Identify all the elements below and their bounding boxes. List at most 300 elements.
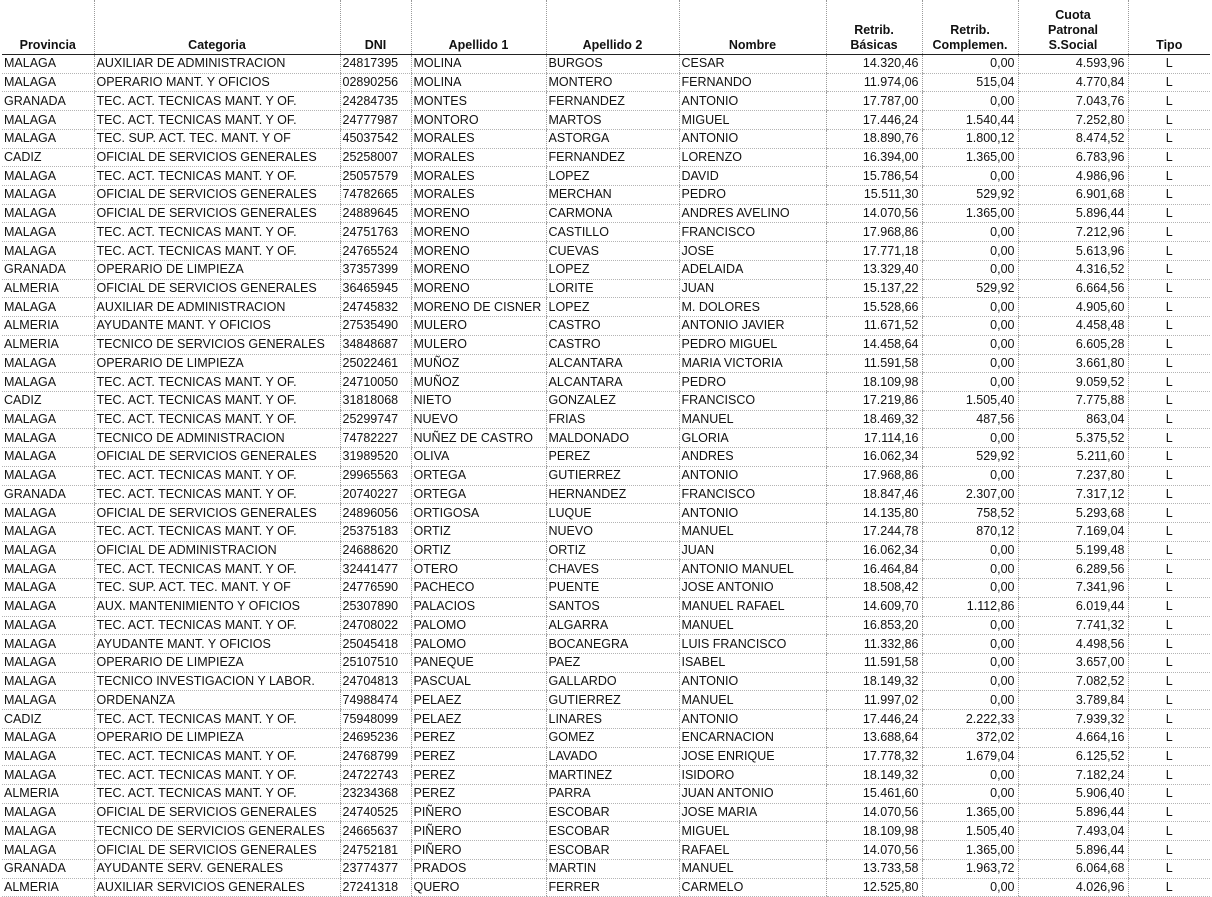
table-row [2, 92, 1210, 111]
cell-dni: 25057579 [340, 167, 411, 186]
cell-categoria: TEC. ACT. TECNICAS MANT. Y OF. [94, 616, 340, 635]
cell-cuota: 7.775,88 [1018, 391, 1128, 410]
cell-apellido2: CASTILLO [546, 223, 679, 242]
cell-retrib-basicas: 13.733,58 [826, 859, 922, 878]
cell-provincia: MALAGA [2, 635, 94, 654]
table-row [2, 223, 1210, 242]
cell-cuota: 7.317,12 [1018, 485, 1128, 504]
cell-retrib-basicas: 18.109,98 [826, 822, 922, 841]
cell-nombre: MANUEL RAFAEL [679, 597, 826, 616]
cell-provincia: MALAGA [2, 841, 94, 860]
cell-categoria: OPERARIO DE LIMPIEZA [94, 654, 340, 673]
cell-dni: 24740525 [340, 803, 411, 822]
cell-categoria: AUXILIAR SERVICIOS GENERALES [94, 878, 340, 897]
cell-tipo: L [1128, 354, 1210, 373]
cell-categoria: OFICIAL DE SERVICIOS GENERALES [94, 279, 340, 298]
cell-apellido2: HERNANDEZ [546, 485, 679, 504]
cell-tipo: L [1128, 167, 1210, 186]
cell-dni: 27241318 [340, 878, 411, 897]
cell-retrib-complemen: 0,00 [922, 373, 1018, 392]
cell-categoria: TEC. ACT. TECNICAS MANT. Y OF. [94, 167, 340, 186]
cell-retrib-basicas: 16.062,34 [826, 448, 922, 467]
cell-apellido1: MOLINA [411, 55, 546, 74]
table-row [2, 878, 1210, 897]
table-row [2, 841, 1210, 860]
cell-retrib-basicas: 18.109,98 [826, 373, 922, 392]
cell-dni: 25307890 [340, 597, 411, 616]
cell-provincia: MALAGA [2, 654, 94, 673]
table-row [2, 186, 1210, 205]
cell-nombre: GLORIA [679, 429, 826, 448]
cell-provincia: MALAGA [2, 186, 94, 205]
cell-apellido1: MULERO [411, 317, 546, 336]
cell-apellido1: PACHECO [411, 579, 546, 598]
cell-nombre: PEDRO [679, 373, 826, 392]
cell-tipo: L [1128, 859, 1210, 878]
cell-tipo: L [1128, 260, 1210, 279]
cell-categoria: TEC. ACT. TECNICAS MANT. Y OF. [94, 466, 340, 485]
cell-cuota: 6.289,56 [1018, 560, 1128, 579]
table-row [2, 504, 1210, 523]
cell-cuota: 863,04 [1018, 410, 1128, 429]
cell-dni: 74782227 [340, 429, 411, 448]
table-row [2, 579, 1210, 598]
cell-retrib-complemen: 0,00 [922, 579, 1018, 598]
cell-retrib-complemen: 0,00 [922, 616, 1018, 635]
cell-retrib-basicas: 17.219,86 [826, 391, 922, 410]
cell-retrib-basicas: 15.528,66 [826, 298, 922, 317]
cell-provincia: MALAGA [2, 242, 94, 261]
cell-retrib-complemen: 0,00 [922, 635, 1018, 654]
header-retrib-basicas-line2: Básicas [850, 38, 898, 52]
cell-dni: 24896056 [340, 504, 411, 523]
cell-categoria: TEC. ACT. TECNICAS MANT. Y OF. [94, 785, 340, 804]
cell-apellido1: MUÑOZ [411, 373, 546, 392]
cell-apellido1: MORALES [411, 148, 546, 167]
cell-tipo: L [1128, 766, 1210, 785]
cell-apellido2: LORITE [546, 279, 679, 298]
table-row [2, 616, 1210, 635]
cell-categoria: OFICIAL DE SERVICIOS GENERALES [94, 841, 340, 860]
cell-nombre: M. DOLORES [679, 298, 826, 317]
cell-dni: 27535490 [340, 317, 411, 336]
cell-cuota: 4.986,96 [1018, 167, 1128, 186]
table-row [2, 73, 1210, 92]
cell-apellido1: PELAEZ [411, 691, 546, 710]
cell-retrib-basicas: 14.320,46 [826, 55, 922, 74]
cell-categoria: OFICIAL DE SERVICIOS GENERALES [94, 148, 340, 167]
cell-cuota: 7.341,96 [1018, 579, 1128, 598]
cell-nombre: LORENZO [679, 148, 826, 167]
cell-dni: 75948099 [340, 710, 411, 729]
cell-dni: 25022461 [340, 354, 411, 373]
table-row [2, 317, 1210, 336]
cell-cuota: 4.498,56 [1018, 635, 1128, 654]
cell-categoria: OPERARIO DE LIMPIEZA [94, 354, 340, 373]
table-row [2, 766, 1210, 785]
cell-cuota: 6.783,96 [1018, 148, 1128, 167]
cell-dni: 24708022 [340, 616, 411, 635]
cell-cuota: 6.605,28 [1018, 335, 1128, 354]
cell-retrib-basicas: 17.771,18 [826, 242, 922, 261]
cell-dni: 31818068 [340, 391, 411, 410]
cell-tipo: L [1128, 878, 1210, 897]
cell-categoria: TEC. ACT. TECNICAS MANT. Y OF. [94, 391, 340, 410]
cell-categoria: OPERARIO DE LIMPIEZA [94, 260, 340, 279]
cell-tipo: L [1128, 429, 1210, 448]
cell-retrib-complemen: 0,00 [922, 55, 1018, 74]
cell-categoria: TEC. ACT. TECNICAS MANT. Y OF. [94, 522, 340, 541]
cell-tipo: L [1128, 710, 1210, 729]
cell-cuota: 6.664,56 [1018, 279, 1128, 298]
table-body [2, 55, 1210, 897]
cell-nombre: CESAR [679, 55, 826, 74]
cell-nombre: ANTONIO JAVIER [679, 317, 826, 336]
cell-apellido1: ORTEGA [411, 485, 546, 504]
cell-retrib-basicas: 16.394,00 [826, 148, 922, 167]
cell-cuota: 4.905,60 [1018, 298, 1128, 317]
table-row [2, 242, 1210, 261]
cell-categoria: TEC. ACT. TECNICAS MANT. Y OF. [94, 485, 340, 504]
cell-provincia: MALAGA [2, 429, 94, 448]
cell-retrib-basicas: 11.974,06 [826, 73, 922, 92]
cell-retrib-basicas: 14.458,64 [826, 335, 922, 354]
cell-apellido2: CUEVAS [546, 242, 679, 261]
header-cuota-line3: S.Social [1048, 38, 1098, 52]
cell-apellido2: BOCANEGRA [546, 635, 679, 654]
cell-dni: 24752181 [340, 841, 411, 860]
cell-nombre: CARMELO [679, 878, 826, 897]
cell-apellido2: PUENTE [546, 579, 679, 598]
cell-cuota: 4.026,96 [1018, 878, 1128, 897]
cell-provincia: MALAGA [2, 298, 94, 317]
cell-retrib-basicas: 13.688,64 [826, 728, 922, 747]
cell-retrib-complemen: 1.365,00 [922, 204, 1018, 223]
cell-tipo: L [1128, 242, 1210, 261]
cell-dni: 24665637 [340, 822, 411, 841]
cell-tipo: L [1128, 785, 1210, 804]
cell-nombre: MANUEL [679, 522, 826, 541]
cell-nombre: MANUEL [679, 691, 826, 710]
cell-categoria: AYUDANTE MANT. Y OFICIOS [94, 635, 340, 654]
cell-cuota: 7.237,80 [1018, 466, 1128, 485]
cell-apellido1: MORENO [411, 279, 546, 298]
cell-apellido1: QUERO [411, 878, 546, 897]
cell-apellido2: ASTORGA [546, 129, 679, 148]
cell-cuota: 5.199,48 [1018, 541, 1128, 560]
cell-apellido1: PALOMO [411, 616, 546, 635]
cell-dni: 24722743 [340, 766, 411, 785]
cell-categoria: OPERARIO MANT. Y OFICIOS [94, 73, 340, 92]
cell-cuota: 7.169,04 [1018, 522, 1128, 541]
cell-retrib-basicas: 14.070,56 [826, 803, 922, 822]
cell-nombre: ADELAIDA [679, 260, 826, 279]
cell-retrib-complemen: 372,02 [922, 728, 1018, 747]
cell-nombre: ANTONIO [679, 466, 826, 485]
cell-nombre: JOSE ANTONIO [679, 579, 826, 598]
cell-apellido1: MONTORO [411, 111, 546, 130]
cell-provincia: ALMERIA [2, 335, 94, 354]
table-row [2, 859, 1210, 878]
table-row [2, 335, 1210, 354]
cell-dni: 24695236 [340, 728, 411, 747]
cell-retrib-complemen: 1.540,44 [922, 111, 1018, 130]
cell-apellido1: PIÑERO [411, 822, 546, 841]
cell-apellido2: ORTIZ [546, 541, 679, 560]
cell-apellido1: MORENO DE CISNER [411, 298, 546, 317]
table-row [2, 654, 1210, 673]
cell-retrib-complemen: 0,00 [922, 223, 1018, 242]
cell-retrib-complemen: 0,00 [922, 541, 1018, 560]
cell-dni: 24284735 [340, 92, 411, 111]
cell-cuota: 4.664,16 [1018, 728, 1128, 747]
cell-dni: 24776590 [340, 579, 411, 598]
cell-nombre: JUAN [679, 279, 826, 298]
cell-apellido1: NUÑEZ DE CASTRO [411, 429, 546, 448]
cell-retrib-complemen: 0,00 [922, 242, 1018, 261]
cell-retrib-basicas: 18.469,32 [826, 410, 922, 429]
table-row [2, 410, 1210, 429]
cell-provincia: MALAGA [2, 55, 94, 74]
header-cuota [1018, 0, 1128, 55]
cell-nombre: ANTONIO [679, 672, 826, 691]
cell-apellido2: CARMONA [546, 204, 679, 223]
cell-retrib-basicas: 16.853,20 [826, 616, 922, 635]
cell-provincia: MALAGA [2, 448, 94, 467]
cell-nombre: MIGUEL [679, 822, 826, 841]
cell-retrib-basicas: 11.591,58 [826, 354, 922, 373]
cell-retrib-complemen: 0,00 [922, 654, 1018, 673]
cell-nombre: ANDRES [679, 448, 826, 467]
cell-apellido2: SANTOS [546, 597, 679, 616]
cell-retrib-complemen: 0,00 [922, 785, 1018, 804]
cell-categoria: AUX. MANTENIMIENTO Y OFICIOS [94, 597, 340, 616]
cell-categoria: AYUDANTE SERV. GENERALES [94, 859, 340, 878]
cell-provincia: MALAGA [2, 560, 94, 579]
table-row [2, 373, 1210, 392]
cell-provincia: MALAGA [2, 616, 94, 635]
cell-apellido2: PAEZ [546, 654, 679, 673]
cell-cuota: 7.212,96 [1018, 223, 1128, 242]
cell-tipo: L [1128, 654, 1210, 673]
cell-retrib-complemen: 1.679,04 [922, 747, 1018, 766]
cell-provincia: MALAGA [2, 766, 94, 785]
header-cuota-line1: Cuota [1055, 8, 1091, 22]
cell-provincia: CADIZ [2, 391, 94, 410]
cell-apellido1: ORTEGA [411, 466, 546, 485]
cell-retrib-basicas: 18.149,32 [826, 672, 922, 691]
cell-apellido2: PEREZ [546, 448, 679, 467]
cell-nombre: ANTONIO [679, 92, 826, 111]
cell-apellido1: PALACIOS [411, 597, 546, 616]
table-row [2, 429, 1210, 448]
cell-categoria: TECNICO DE SERVICIOS GENERALES [94, 335, 340, 354]
cell-provincia: MALAGA [2, 466, 94, 485]
cell-categoria: TEC. ACT. TECNICAS MANT. Y OF. [94, 560, 340, 579]
cell-retrib-complemen: 0,00 [922, 317, 1018, 336]
cell-apellido2: MALDONADO [546, 429, 679, 448]
cell-apellido1: MORENO [411, 260, 546, 279]
cell-nombre: DAVID [679, 167, 826, 186]
cell-nombre: JOSE [679, 242, 826, 261]
cell-nombre: JOSE ENRIQUE [679, 747, 826, 766]
cell-retrib-complemen: 1.112,86 [922, 597, 1018, 616]
cell-provincia: MALAGA [2, 111, 94, 130]
cell-nombre: ANTONIO [679, 129, 826, 148]
cell-categoria: OFICIAL DE ADMINISTRACION [94, 541, 340, 560]
cell-apellido2: LINARES [546, 710, 679, 729]
cell-apellido1: PANEQUE [411, 654, 546, 673]
table-row [2, 298, 1210, 317]
cell-retrib-basicas: 15.137,22 [826, 279, 922, 298]
cell-retrib-basicas: 11.997,02 [826, 691, 922, 710]
cell-tipo: L [1128, 691, 1210, 710]
cell-retrib-basicas: 17.968,86 [826, 466, 922, 485]
cell-apellido1: PIÑERO [411, 841, 546, 860]
cell-apellido2: FERNANDEZ [546, 92, 679, 111]
cell-dni: 02890256 [340, 73, 411, 92]
cell-apellido2: FERRER [546, 878, 679, 897]
cell-dni: 24751763 [340, 223, 411, 242]
cell-dni: 24765524 [340, 242, 411, 261]
cell-tipo: L [1128, 541, 1210, 560]
cell-nombre: ISIDORO [679, 766, 826, 785]
cell-cuota: 7.252,80 [1018, 111, 1128, 130]
cell-provincia: GRANADA [2, 859, 94, 878]
cell-dni: 24817395 [340, 55, 411, 74]
cell-retrib-complemen: 1.365,00 [922, 803, 1018, 822]
cell-retrib-complemen: 0,00 [922, 560, 1018, 579]
cell-categoria: TEC. ACT. TECNICAS MANT. Y OF. [94, 223, 340, 242]
cell-provincia: MALAGA [2, 129, 94, 148]
cell-categoria: TEC. ACT. TECNICAS MANT. Y OF. [94, 747, 340, 766]
cell-cuota: 9.059,52 [1018, 373, 1128, 392]
cell-dni: 24710050 [340, 373, 411, 392]
cell-apellido1: ORTIGOSA [411, 504, 546, 523]
cell-apellido2: GALLARDO [546, 672, 679, 691]
cell-nombre: JOSE MARIA [679, 803, 826, 822]
header-provincia: Provincia [2, 0, 94, 55]
cell-retrib-basicas: 14.070,56 [826, 841, 922, 860]
cell-provincia: MALAGA [2, 541, 94, 560]
cell-retrib-basicas: 11.332,86 [826, 635, 922, 654]
table-row [2, 710, 1210, 729]
cell-nombre: JUAN ANTONIO [679, 785, 826, 804]
cell-retrib-complemen: 1.365,00 [922, 148, 1018, 167]
cell-apellido2: LOPEZ [546, 298, 679, 317]
cell-tipo: L [1128, 129, 1210, 148]
cell-provincia: MALAGA [2, 410, 94, 429]
cell-apellido2: MARTOS [546, 111, 679, 130]
table-row [2, 391, 1210, 410]
cell-tipo: L [1128, 186, 1210, 205]
cell-retrib-complemen: 0,00 [922, 878, 1018, 897]
table-row [2, 448, 1210, 467]
cell-tipo: L [1128, 728, 1210, 747]
cell-categoria: TEC. ACT. TECNICAS MANT. Y OF. [94, 242, 340, 261]
cell-dni: 45037542 [340, 129, 411, 148]
cell-cuota: 7.493,04 [1018, 822, 1128, 841]
cell-nombre: ISABEL [679, 654, 826, 673]
cell-categoria: OPERARIO DE LIMPIEZA [94, 728, 340, 747]
cell-provincia: MALAGA [2, 597, 94, 616]
cell-tipo: L [1128, 822, 1210, 841]
cell-provincia: MALAGA [2, 522, 94, 541]
cell-nombre: LUIS FRANCISCO [679, 635, 826, 654]
cell-retrib-complemen: 0,00 [922, 429, 1018, 448]
cell-apellido2: CHAVES [546, 560, 679, 579]
cell-apellido1: ORTIZ [411, 522, 546, 541]
cell-cuota: 7.939,32 [1018, 710, 1128, 729]
table-row [2, 167, 1210, 186]
cell-tipo: L [1128, 504, 1210, 523]
cell-tipo: L [1128, 466, 1210, 485]
cell-nombre: ANDRES AVELINO [679, 204, 826, 223]
cell-tipo: L [1128, 148, 1210, 167]
cell-cuota: 7.741,32 [1018, 616, 1128, 635]
cell-tipo: L [1128, 747, 1210, 766]
cell-nombre: MANUEL [679, 859, 826, 878]
cell-apellido2: ALCANTARA [546, 354, 679, 373]
table-row [2, 111, 1210, 130]
cell-dni: 25107510 [340, 654, 411, 673]
cell-tipo: L [1128, 597, 1210, 616]
cell-dni: 29965563 [340, 466, 411, 485]
cell-cuota: 4.458,48 [1018, 317, 1128, 336]
cell-retrib-basicas: 14.135,80 [826, 504, 922, 523]
payroll-table [2, 0, 1210, 897]
cell-categoria: TECNICO INVESTIGACION Y LABOR. [94, 672, 340, 691]
cell-dni: 34848687 [340, 335, 411, 354]
cell-categoria: ORDENANZA [94, 691, 340, 710]
cell-nombre: RAFAEL [679, 841, 826, 860]
table-row [2, 822, 1210, 841]
table-row [2, 260, 1210, 279]
cell-retrib-complemen: 870,12 [922, 522, 1018, 541]
cell-cuota: 6.064,68 [1018, 859, 1128, 878]
cell-tipo: L [1128, 391, 1210, 410]
table-row [2, 485, 1210, 504]
cell-provincia: GRANADA [2, 92, 94, 111]
cell-nombre: MANUEL [679, 616, 826, 635]
cell-dni: 24688620 [340, 541, 411, 560]
table-row [2, 785, 1210, 804]
cell-retrib-basicas: 18.508,42 [826, 579, 922, 598]
cell-categoria: OFICIAL DE SERVICIOS GENERALES [94, 803, 340, 822]
cell-cuota: 7.182,24 [1018, 766, 1128, 785]
cell-retrib-complemen: 0,00 [922, 466, 1018, 485]
cell-retrib-basicas: 17.446,24 [826, 111, 922, 130]
header-apellido1: Apellido 1 [411, 0, 546, 55]
cell-tipo: L [1128, 448, 1210, 467]
header-apellido2: Apellido 2 [546, 0, 679, 55]
cell-apellido1: PEREZ [411, 728, 546, 747]
cell-provincia: ALMERIA [2, 279, 94, 298]
cell-provincia: MALAGA [2, 504, 94, 523]
cell-retrib-complemen: 1.800,12 [922, 129, 1018, 148]
cell-categoria: OFICIAL DE SERVICIOS GENERALES [94, 504, 340, 523]
header-nombre: Nombre [679, 0, 826, 55]
cell-retrib-complemen: 0,00 [922, 298, 1018, 317]
cell-categoria: OFICIAL DE SERVICIOS GENERALES [94, 186, 340, 205]
cell-tipo: L [1128, 223, 1210, 242]
cell-cuota: 6.901,68 [1018, 186, 1128, 205]
header-retrib-complemen-line1: Retrib. [950, 23, 990, 37]
header-dni: DNI [340, 0, 411, 55]
cell-retrib-complemen: 529,92 [922, 448, 1018, 467]
cell-retrib-complemen: 1.505,40 [922, 391, 1018, 410]
cell-provincia: ALMERIA [2, 878, 94, 897]
